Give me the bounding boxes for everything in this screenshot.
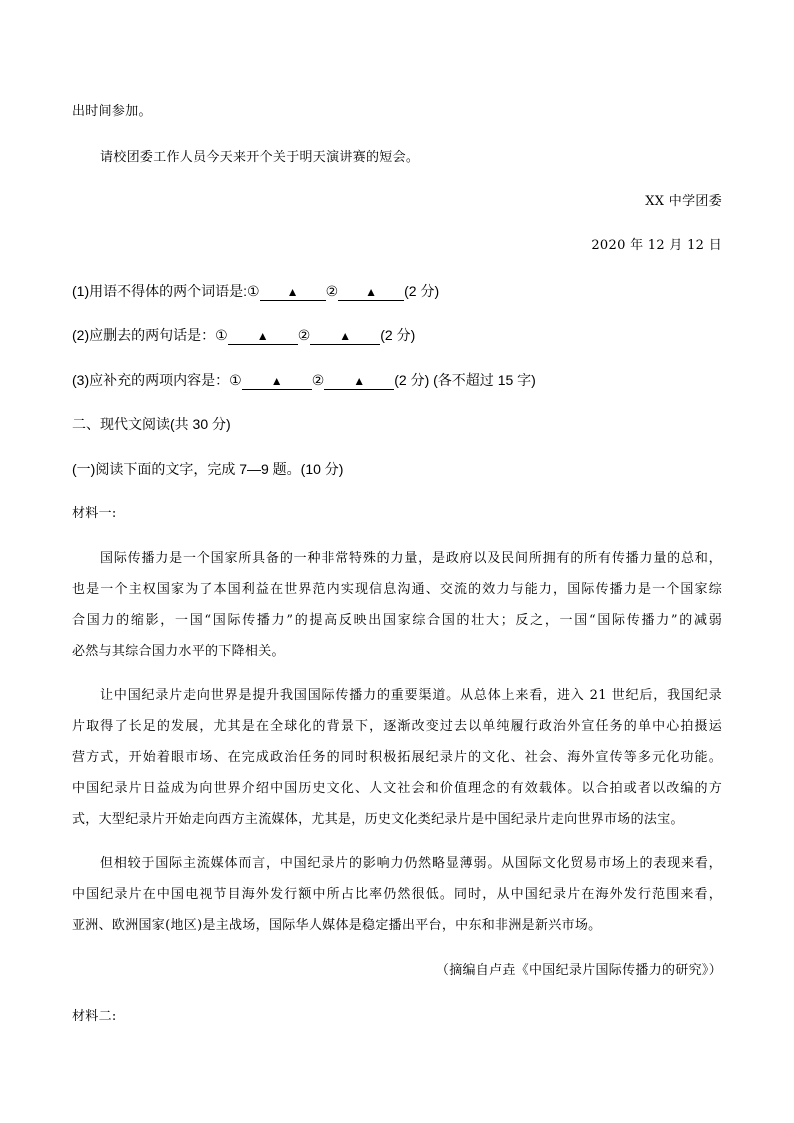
length-note: (各不超过 15 字)	[433, 372, 536, 388]
notice-date: 2020 年 12 月 12 日	[591, 238, 722, 253]
triangle-icon: ▲	[353, 374, 366, 388]
notice-line-end: 出时间参加。	[72, 104, 152, 119]
paragraph-line: 但相较于国际主流媒体而言，中国纪录片的影响力仍然略显薄弱。从国际文化贸易市场上的表现来看，	[100, 856, 722, 871]
blank-marker: ②	[297, 327, 311, 343]
question-3	[72, 371, 722, 390]
triangle-icon: ▲	[286, 285, 299, 299]
blank-marker: ①	[229, 372, 242, 388]
triangle-icon: ▲	[339, 329, 352, 343]
blank-marker: ②	[325, 283, 339, 299]
section-subtitle: (一)阅读下面的文字，完成 7—9 题。(10 分)	[72, 461, 344, 477]
blank-marker: ①	[215, 327, 228, 343]
material-1-label: 材料一:	[72, 506, 117, 521]
answer-blank	[324, 374, 394, 390]
paragraph-line: 必然与其综合国力水平的下降相关。	[72, 644, 285, 659]
blank-marker: ①	[247, 283, 260, 299]
paragraph-line: 营方式，开始着眼市场、在完成政治任务的同时积极拓展纪录片的文化、社会、海外宣传等多元化功能。	[72, 750, 722, 765]
triangle-icon: ▲	[270, 374, 283, 388]
answer-blank	[228, 329, 298, 345]
triangle-icon: ▲	[365, 285, 378, 299]
answer-blank	[242, 374, 312, 390]
source-citation: （摘编自卢垚《中国纪录片国际传播力的研究》）	[435, 963, 722, 978]
paragraph-line: 亚洲、欧洲国家(地区)是主战场，国际华人媒体是稳定播出平台，中东和非洲是新兴市场。	[72, 918, 602, 933]
paragraph-line: 中国纪录片日益成为向世界介绍中国历史文化、人文社会和价值理念的有效载体。以合拍或者以改编的方	[72, 781, 722, 796]
question-text: (2)应删去的两句话是：	[72, 327, 216, 343]
material-2-label: 材料二:	[72, 1009, 117, 1024]
paragraph-line: 国际传播力是一个国家所具备的一种非常特殊的力量，是政府以及民间所拥有的所有传播力量的总和，	[100, 551, 722, 566]
score-label: (2 分)	[404, 283, 440, 299]
question-2	[72, 326, 722, 345]
section-title: 二、现代文阅读(共 30 分)	[72, 416, 231, 432]
question-text: (1)用语不得体的两个词语是:	[72, 283, 247, 299]
score-label: (2 分)	[394, 372, 430, 388]
question-text: (3)应补充的两项内容是：	[72, 372, 230, 388]
paragraph-line: 合国力的缩影，一国“国际传播力”的提高反映出国家综合国的壮大；反之，一国“国际传播力”的减弱	[72, 613, 722, 628]
notice-request: 请校团委工作人员今天来开个关于明天演讲赛的短会。	[100, 150, 420, 165]
answer-blank	[338, 285, 404, 301]
blank-marker: ②	[311, 372, 325, 388]
paragraph-line: 让中国纪录片走向世界是提升我国国际传播力的重要渠道。从总体上来看，进入 21 世纪后，我国纪录	[100, 688, 722, 703]
notice-signature: XX 中学团委	[645, 194, 722, 209]
triangle-icon: ▲	[256, 329, 269, 343]
answer-blank	[310, 329, 380, 345]
paragraph-line: 式，大型纪录片开始走向西方主流媒体，尤其是，历史文化类纪录片是中国纪录片走向世界市场的法宝。	[72, 812, 684, 827]
paragraph-line: 中国纪录片在中国电视节目海外发行额中所占比率仍然很低。同时，从中国纪录片在海外发行范围来看，	[72, 887, 722, 902]
question-1	[72, 282, 722, 301]
answer-blank	[260, 285, 326, 301]
paragraph-line: 也是一个主权国家为了本国利益在世界范内实现信息沟通、交流的效力与能力，国际传播力是一个国家综	[72, 582, 722, 597]
paragraph-line: 片取得了长足的发展，尤其是在全球化的背景下，逐渐改变过去以单纯履行政治外宣任务的单中心拍摄运	[72, 719, 722, 734]
score-label: (2 分)	[380, 327, 416, 343]
